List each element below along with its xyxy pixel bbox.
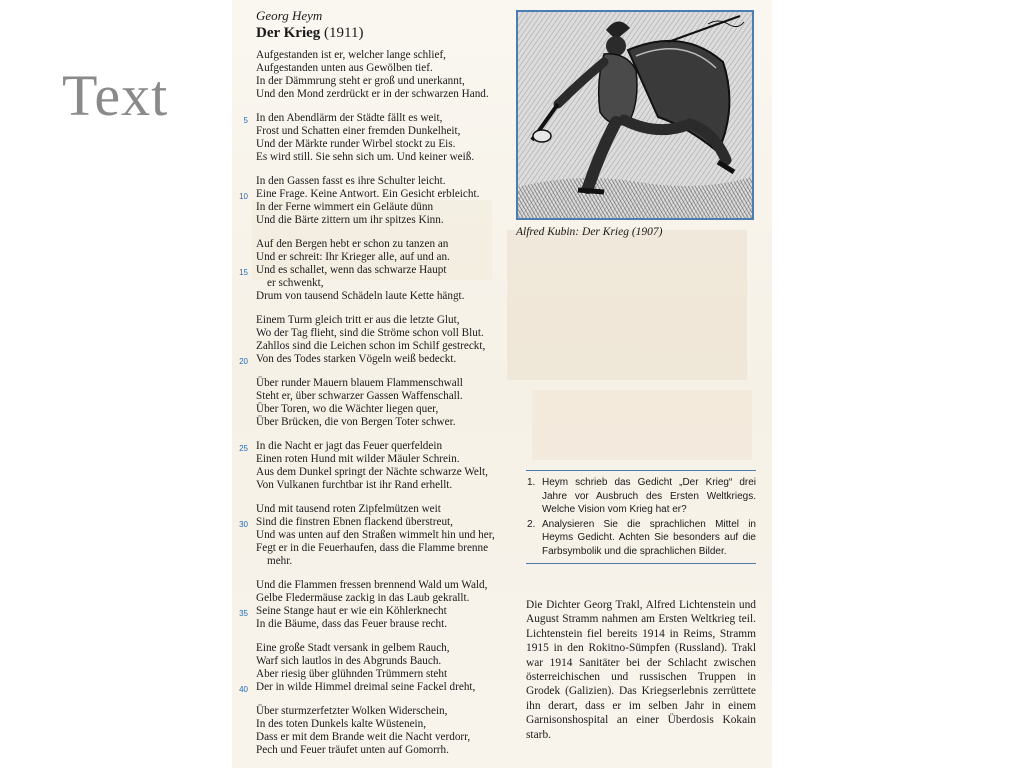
poem-line — [256, 655, 526, 668]
poem-stanza — [243, 112, 526, 164]
poem-line-text: Gelbe Fledermäuse zackig in das Laub gekrallt. — [256, 592, 470, 604]
poem-line-text: In die Nacht er jagt das Feuer querfeldein — [256, 440, 443, 452]
poem-line — [256, 340, 526, 353]
poem-year: (1911) — [324, 25, 364, 41]
poem-line — [256, 529, 526, 542]
poem-line — [239, 188, 526, 201]
task-item — [526, 518, 756, 559]
poem-line — [256, 705, 526, 718]
poem-stanza — [239, 238, 526, 303]
line-number: 40 — [239, 685, 248, 694]
poem-line — [256, 138, 526, 151]
poem-line-text: Von des Todes starken Vögeln weiß bedeckt. — [256, 353, 457, 365]
poem-stanza — [239, 314, 526, 366]
poem-line — [256, 251, 526, 264]
poem-line — [256, 403, 526, 416]
poem-line — [256, 453, 526, 466]
poem-line-text: Eine Frage. Keine Antwort. Ein Gesicht erbleicht. — [256, 188, 480, 200]
poem-line-text: Seine Stange haut er wie ein Köhlerknecht — [256, 605, 447, 617]
poem-line-text: Steht er, über schwarzer Gassen Waffenschall. — [256, 390, 463, 402]
poem-line-text: Der in wilde Himmel dreimal seine Fackel dreht, — [256, 681, 476, 693]
poem-line — [256, 377, 526, 390]
poem-line-text: Einen roten Hund mit wilder Mäuler Schrein. — [256, 453, 460, 465]
line-number: 30 — [239, 520, 248, 529]
bleed-through — [532, 390, 752, 460]
slide-title: Text — [62, 63, 169, 128]
poem-line-text: Auf den Bergen hebt er schon zu tanzen an — [256, 238, 449, 250]
poem-line-text: Und der Märkte runder Wirbel stockt zu Eis. — [256, 138, 456, 150]
poem-line-text: Und die Bärte zittern um ihr spitzes Kinn. — [256, 214, 444, 226]
poem-line-text: mehr. — [267, 555, 293, 567]
poem-line — [256, 314, 526, 327]
task-number: 2. — [527, 518, 536, 530]
line-number: 15 — [239, 268, 248, 277]
poem-line-text: Drum von tausend Schädeln laute Kette hängt. — [256, 290, 465, 302]
poem-line-text: Zahllos sind die Leichen schon im Schilf gestreckt, — [256, 340, 486, 352]
poem-line — [256, 88, 526, 101]
poem-line — [239, 681, 526, 694]
poem-line — [239, 516, 526, 529]
poem-line — [256, 555, 526, 568]
poem-line — [256, 642, 526, 655]
poem-line-text: Es wird still. Sie sehn sich um. Und keiner weiß. — [256, 151, 475, 163]
warrior-illustration — [516, 10, 754, 220]
poem-stanza — [239, 579, 526, 631]
poem-line-text: Über Brücken, die von Bergen Toter schwer. — [256, 416, 456, 428]
poem-line — [243, 112, 526, 125]
task-text: Heym schrieb das Gedicht „Der Krieg“ drei Jahre vor Ausbruch des Ersten Weltkriegs. Welche Vision vom Krieg hat er? — [542, 477, 756, 515]
task-number: 1. — [527, 477, 536, 488]
poem-line — [256, 542, 526, 555]
poem-line-text: Dass er mit dem Brande weit die Nacht verdorr, — [256, 731, 471, 743]
poem-line — [256, 579, 526, 592]
poem-line — [256, 125, 526, 138]
poem-line-text: er schwenkt, — [267, 277, 324, 289]
poem-line-text: Eine große Stadt versank in gelbem Rauch, — [256, 642, 450, 654]
poem-line-text: Und mit tausend roten Zipfelmützen weit — [256, 503, 441, 515]
poem-line-text: In die Bäume, dass das Feuer brause recht. — [256, 618, 448, 630]
poem-line — [256, 290, 526, 303]
poem-stanza — [256, 705, 526, 757]
poem-title-line — [256, 24, 526, 43]
context-note: Die Dichter Georg Trakl, Alfred Lichtenstein und August Stramm nahmen am Ersten Weltkrieg teil. Lichtenstein fiel bereits 1914 in Reims, Stramm 1915 in den Rokitno-Sümpfen (Russland). Trakl war 1914 Sanitäter bei der Schlacht zwischen österreichischen und russischen Truppen in Grodek (Galizien). Das Kriegserlebnis zerrüttete ihn derart, dass er im selben Jahr in einem Garnisonshospital an einer Überdosis Kokain starb. — [526, 599, 756, 741]
poem-line-text: Einem Turm gleich tritt er aus die letzte Glut, — [256, 314, 460, 326]
poem-line-text: In den Abendlärm der Städte fällt es weit, — [256, 112, 443, 124]
task-box — [526, 470, 756, 564]
poem-line — [256, 416, 526, 429]
poem-title: Der Krieg — [256, 25, 321, 41]
poem-line-text: Über sturmzerfetzter Wolken Widerschein, — [256, 705, 448, 717]
poem-line-text: Wo der Tag flieht, sind die Ströme schon voll Blut. — [256, 327, 484, 339]
poem-line — [256, 277, 526, 290]
poem-line-text: Sind die finstren Ebnen flackend überstreut, — [256, 516, 453, 528]
line-number: 5 — [243, 116, 248, 125]
poem-line-text: In der Ferne wimmert ein Geläute dünn — [256, 201, 434, 213]
poem-line-text: Warf sich lautlos in des Abgrunds Bauch. — [256, 655, 442, 667]
poem-line-text: Über Toren, wo die Wächter liegen quer, — [256, 403, 439, 415]
poem-line-text: In der Dämmrung steht er groß und unerkannt, — [256, 75, 465, 87]
poem-line-text: In des toten Dunkels kalte Wüstenein, — [256, 718, 427, 730]
bleed-through — [507, 230, 747, 380]
poem-line — [256, 62, 526, 75]
poem — [239, 8, 526, 768]
poem-line — [239, 440, 526, 453]
poem-line — [256, 75, 526, 88]
poem-stanza — [239, 175, 526, 227]
poem-line-text: Fegt er in die Feuerhaufen, dass die Flamme brenne — [256, 542, 489, 554]
poem-line — [256, 479, 526, 492]
poem-line — [256, 327, 526, 340]
poem-line — [256, 466, 526, 479]
poem-stanza — [239, 503, 526, 568]
poem-line-text: Über runder Mauern blauem Flammenschwall — [256, 377, 463, 389]
poem-line-text: Pech und Feuer träufet unten auf Gomorrh. — [256, 744, 449, 756]
poem-line — [256, 744, 526, 757]
poem-line — [239, 264, 526, 277]
task-text: Analysieren Sie die sprachlichen Mittel in Heyms Gedicht. Achten Sie besonders auf die Farbsymbolik und die sprachlichen Bilder. — [542, 518, 756, 557]
poem-line — [256, 151, 526, 164]
poem-line-text: Und den Mond zerdrückt er in der schwarzen Hand. — [256, 88, 489, 100]
poem-line — [256, 175, 526, 188]
poem-line — [256, 592, 526, 605]
poem-line — [239, 605, 526, 618]
line-number: 25 — [239, 444, 248, 453]
poem-line — [256, 201, 526, 214]
war-giant-drawing-icon — [518, 12, 752, 218]
poem-stanza — [256, 377, 526, 429]
poem-line — [256, 731, 526, 744]
poem-line — [256, 214, 526, 227]
poem-line — [256, 49, 526, 62]
poem-line-text: Und was unten auf den Straßen wimmelt hin und her, — [256, 529, 495, 541]
illustration-caption: Alfred Kubin: Der Krieg (1907) — [516, 226, 663, 238]
poem-line — [256, 618, 526, 631]
poem-line-text: Aufgestanden ist er, welcher lange schlief, — [256, 49, 446, 61]
poem-line-text: Aber riesig über glühnden Trümmern steht — [256, 668, 448, 680]
poem-line — [256, 718, 526, 731]
scanned-page — [232, 0, 772, 768]
poem-line-text: Aus dem Dunkel springt der Nächte schwarze Welt, — [256, 466, 488, 478]
poem-stanza — [256, 49, 526, 101]
poem-line — [256, 503, 526, 516]
poem-line-text: Von Vulkanen furchtbar ist ihr Rand erhellt. — [256, 479, 453, 491]
poem-line — [256, 238, 526, 251]
task-item — [526, 476, 756, 517]
line-number: 20 — [239, 357, 248, 366]
poem-stanza — [239, 440, 526, 492]
poem-line-text: Aufgestanden unten aus Gewölben tief. — [256, 62, 433, 74]
poem-line — [256, 390, 526, 403]
poem-stanza — [239, 642, 526, 694]
poem-line — [256, 668, 526, 681]
poem-stanzas — [239, 49, 526, 757]
poem-line-text: Und die Flammen fressen brennend Wald um Wald, — [256, 579, 488, 591]
poem-author: Georg Heym — [256, 8, 323, 23]
poem-line — [239, 353, 526, 366]
poem-line-text: Frost und Schatten einer fremden Dunkelheit, — [256, 125, 461, 137]
poem-line-text: Und er schreit: Ihr Krieger alle, auf und an. — [256, 251, 450, 263]
poem-line-text: In den Gassen fasst es ihre Schulter leicht. — [256, 175, 446, 187]
line-number: 35 — [239, 609, 248, 618]
poem-line-text: Und es schallet, wenn das schwarze Haupt — [256, 264, 447, 276]
line-number: 10 — [239, 192, 248, 201]
